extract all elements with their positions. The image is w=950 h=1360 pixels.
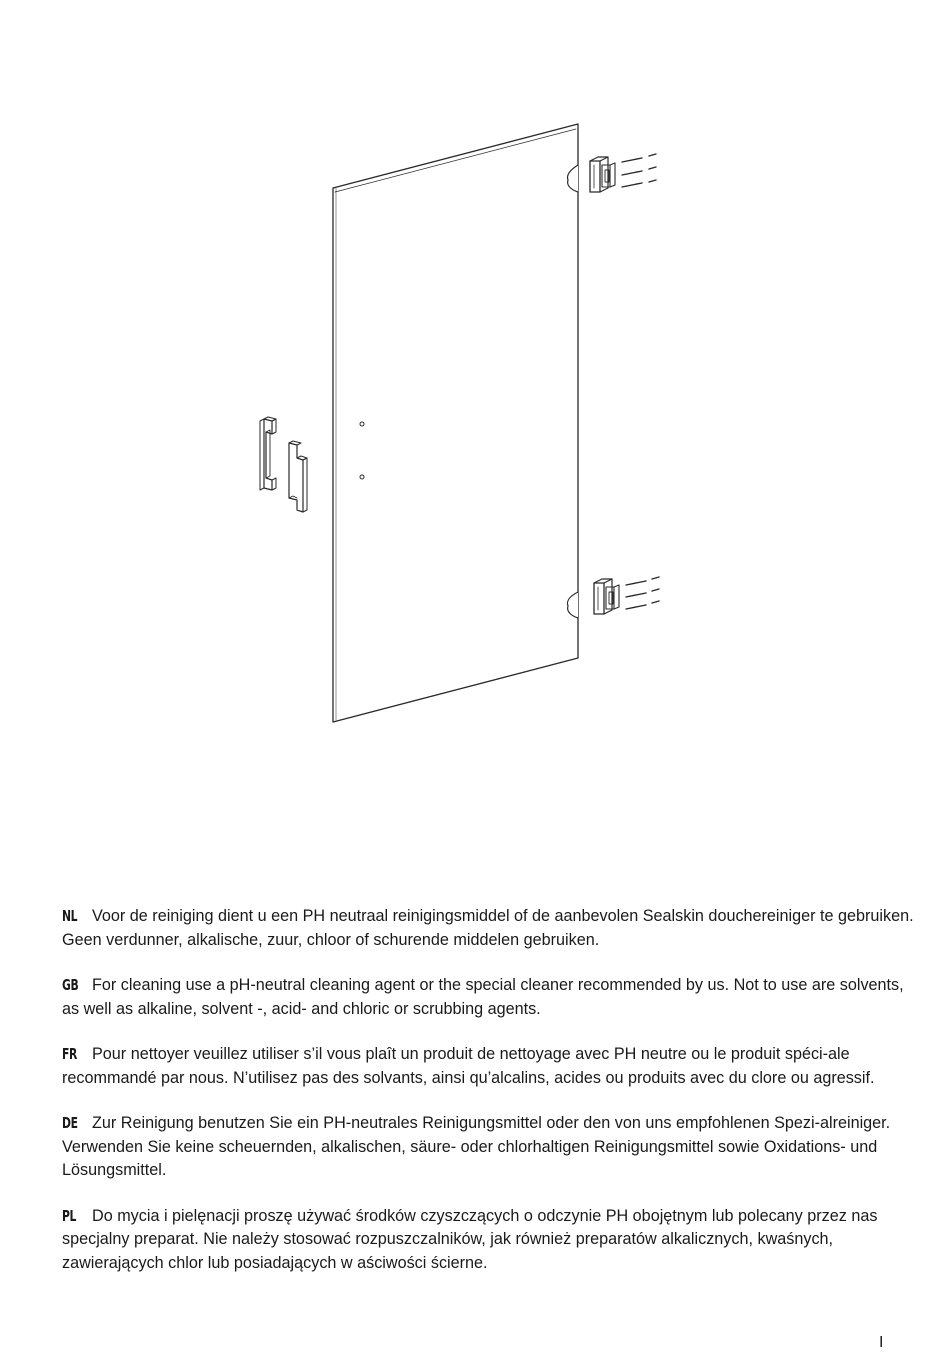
door-handle	[260, 417, 307, 512]
instruction-nl	[62, 905, 917, 952]
language-code-fr: FR	[62, 1045, 77, 1063]
instruction-text-gb: For cleaning use a pH-neutral cleaning agent or the special cleaner recommended by us. Not to use are solvents, as well as alkaline, solvent -, acid- and chloric or scrubbing agents.	[62, 976, 904, 1018]
instruction-text-fr: Pour nettoyer veuillez utiliser s’il vous plaît un produit de nettoyage avec PH neutre ou le produit spéci-ale recommandé par nous. N’utilisez pas des solvants, ainsi qu’alcalins, acides ou produits avec du clore ou agressif.	[62, 1045, 875, 1087]
instruction-text-pl: Do mycia i pielęnacji proszę używać środków czyszczących o odczynie PH obojętnym lub polecany przez nas specjalny preparat. Nie należy stosować rozpuszczalników, jak również preparatów alkalicznych, kwaśnych, zawierających chlor lub posiadających w aściwości ścierne.	[62, 1206, 878, 1272]
instruction-gb	[62, 974, 917, 1021]
glass-door-panel	[333, 124, 578, 722]
page-number: I	[879, 1334, 884, 1351]
top-hinge	[590, 157, 615, 192]
instruction-de	[62, 1112, 917, 1183]
instruction-text-de: Zur Reinigung benutzen Sie ein PH-neutrales Reinigungsmittel oder den von uns empfohlenen Spezi-alreiniger. Verwenden Sie keine scheuernden, alkalischen, säure- oder chlorhaltigen Reinigungsmittel sowie Oxidations- und Lösungsmittel.	[62, 1114, 891, 1179]
language-code-nl: NL	[62, 907, 78, 925]
bottom-hinge-screws	[626, 577, 659, 609]
instruction-text-nl: Voor de reiniging dient u een PH neutraal reinigingsmiddel of de aanbevolen Sealskin douchereiniger te gebruiken. Geen verdunner, alkalische, zuur, chloor of schurende middelen gebruiken.	[62, 907, 914, 949]
cleaning-instructions	[62, 905, 917, 1297]
language-code-pl: PL	[62, 1206, 77, 1225]
top-hinge-screws	[622, 154, 656, 187]
language-code-gb: GB	[62, 976, 79, 994]
instruction-pl	[62, 1205, 917, 1276]
instruction-fr	[62, 1043, 917, 1090]
language-code-de: DE	[62, 1114, 78, 1132]
bottom-hinge	[594, 579, 619, 614]
